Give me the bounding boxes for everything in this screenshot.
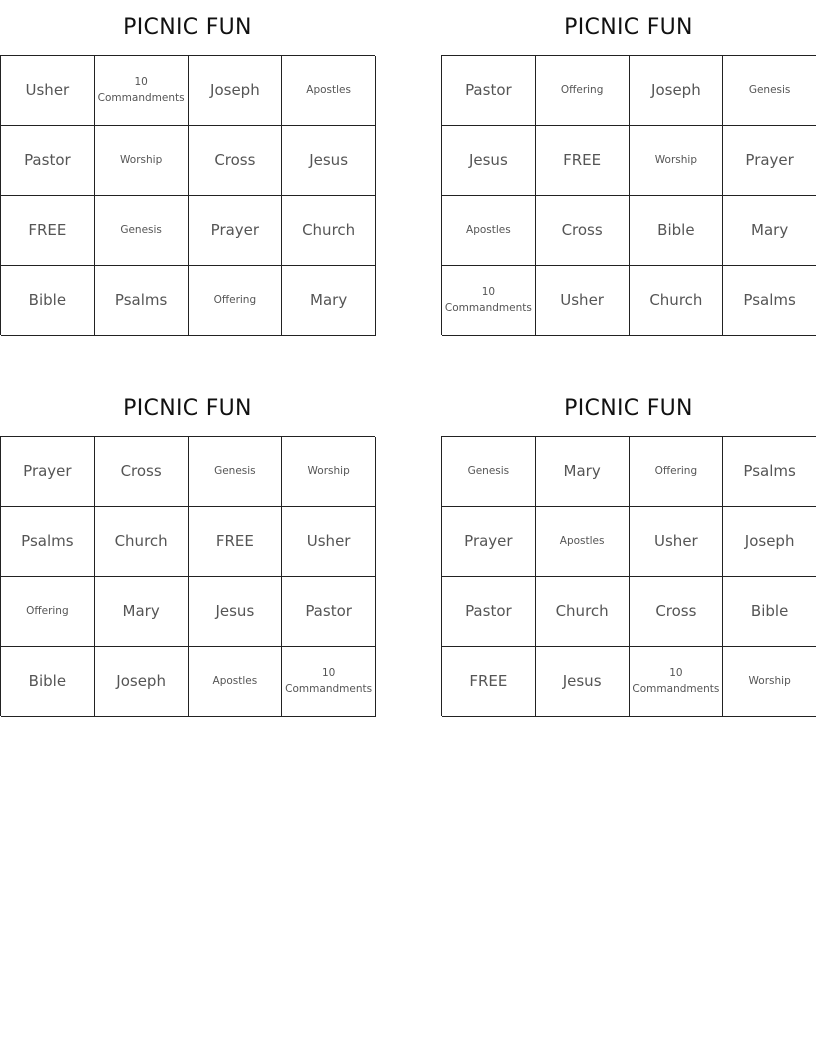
- bingo-cell: Jesus: [282, 126, 376, 196]
- bingo-cell: Offering: [1, 577, 95, 647]
- bingo-grid: [0, 55, 375, 335]
- bingo-cell: Psalms: [723, 437, 816, 507]
- bingo-card-1: [0, 0, 375, 335]
- free-space-cell: FREE: [536, 126, 630, 196]
- bingo-cell: Church: [95, 507, 189, 577]
- bingo-cell: Cross: [630, 577, 724, 647]
- bingo-cell: Mary: [723, 196, 816, 266]
- bingo-cell: Cross: [189, 126, 283, 196]
- bingo-cell: Jesus: [536, 647, 630, 717]
- bingo-cell: Joseph: [95, 647, 189, 717]
- bingo-cell: 10 Commandments: [630, 647, 724, 717]
- bingo-cell: Worship: [723, 647, 816, 717]
- bingo-cell: Apostles: [536, 507, 630, 577]
- bingo-grid: [441, 436, 816, 716]
- bingo-grid: [441, 55, 816, 335]
- bingo-cell: Mary: [536, 437, 630, 507]
- bingo-cell: Pastor: [442, 56, 536, 126]
- bingo-cell: Prayer: [1, 437, 95, 507]
- bingo-cell: 10 Commandments: [282, 647, 376, 717]
- bingo-cell: Genesis: [442, 437, 536, 507]
- bingo-cell: Apostles: [442, 196, 536, 266]
- card-title: PICNIC FUN: [564, 15, 693, 40]
- bingo-cell: Joseph: [723, 507, 816, 577]
- bingo-cell: Genesis: [95, 196, 189, 266]
- bingo-card-4: [441, 381, 816, 716]
- bingo-cell: Mary: [95, 577, 189, 647]
- bingo-cell: Pastor: [1, 126, 95, 196]
- bingo-cell: Usher: [282, 507, 376, 577]
- bingo-cell: Pastor: [442, 577, 536, 647]
- bingo-cell: Church: [282, 196, 376, 266]
- bingo-cell: Bible: [1, 266, 95, 336]
- bingo-cell: Psalms: [1, 507, 95, 577]
- bingo-cell: Church: [630, 266, 724, 336]
- bingo-cell: Apostles: [189, 647, 283, 717]
- bingo-card-3: [0, 381, 375, 716]
- bingo-cell: Bible: [1, 647, 95, 717]
- card-title: PICNIC FUN: [123, 396, 252, 421]
- free-space-cell: FREE: [442, 647, 536, 717]
- bingo-cell: Jesus: [189, 577, 283, 647]
- bingo-cell: Joseph: [189, 56, 283, 126]
- bingo-cell: Worship: [630, 126, 724, 196]
- bingo-cell: Joseph: [630, 56, 724, 126]
- bingo-cell: Offering: [536, 56, 630, 126]
- bingo-cell: Genesis: [189, 437, 283, 507]
- bingo-cell: Mary: [282, 266, 376, 336]
- bingo-cell: Offering: [630, 437, 724, 507]
- card-title: PICNIC FUN: [564, 396, 693, 421]
- bingo-cell: Usher: [1, 56, 95, 126]
- bingo-cell: Cross: [536, 196, 630, 266]
- bingo-cell: Prayer: [189, 196, 283, 266]
- bingo-cell: Apostles: [282, 56, 376, 126]
- bingo-cell: Prayer: [723, 126, 816, 196]
- bingo-cell: Usher: [630, 507, 724, 577]
- free-space-cell: FREE: [189, 507, 283, 577]
- card-title: PICNIC FUN: [123, 15, 252, 40]
- free-space-cell: FREE: [1, 196, 95, 266]
- bingo-cell: Usher: [536, 266, 630, 336]
- bingo-cell: Bible: [723, 577, 816, 647]
- bingo-grid: [0, 436, 375, 716]
- bingo-cell: Worship: [282, 437, 376, 507]
- bingo-cell: 10 Commandments: [442, 266, 536, 336]
- bingo-cell: Jesus: [442, 126, 536, 196]
- bingo-cell: Worship: [95, 126, 189, 196]
- bingo-cell: Genesis: [723, 56, 816, 126]
- bingo-cell: 10 Commandments: [95, 56, 189, 126]
- bingo-cell: Church: [536, 577, 630, 647]
- bingo-cell: Bible: [630, 196, 724, 266]
- bingo-card-2: [441, 0, 816, 335]
- bingo-cell: Psalms: [723, 266, 816, 336]
- bingo-cell: Offering: [189, 266, 283, 336]
- bingo-cell: Psalms: [95, 266, 189, 336]
- bingo-cell: Cross: [95, 437, 189, 507]
- bingo-cell: Prayer: [442, 507, 536, 577]
- bingo-cell: Pastor: [282, 577, 376, 647]
